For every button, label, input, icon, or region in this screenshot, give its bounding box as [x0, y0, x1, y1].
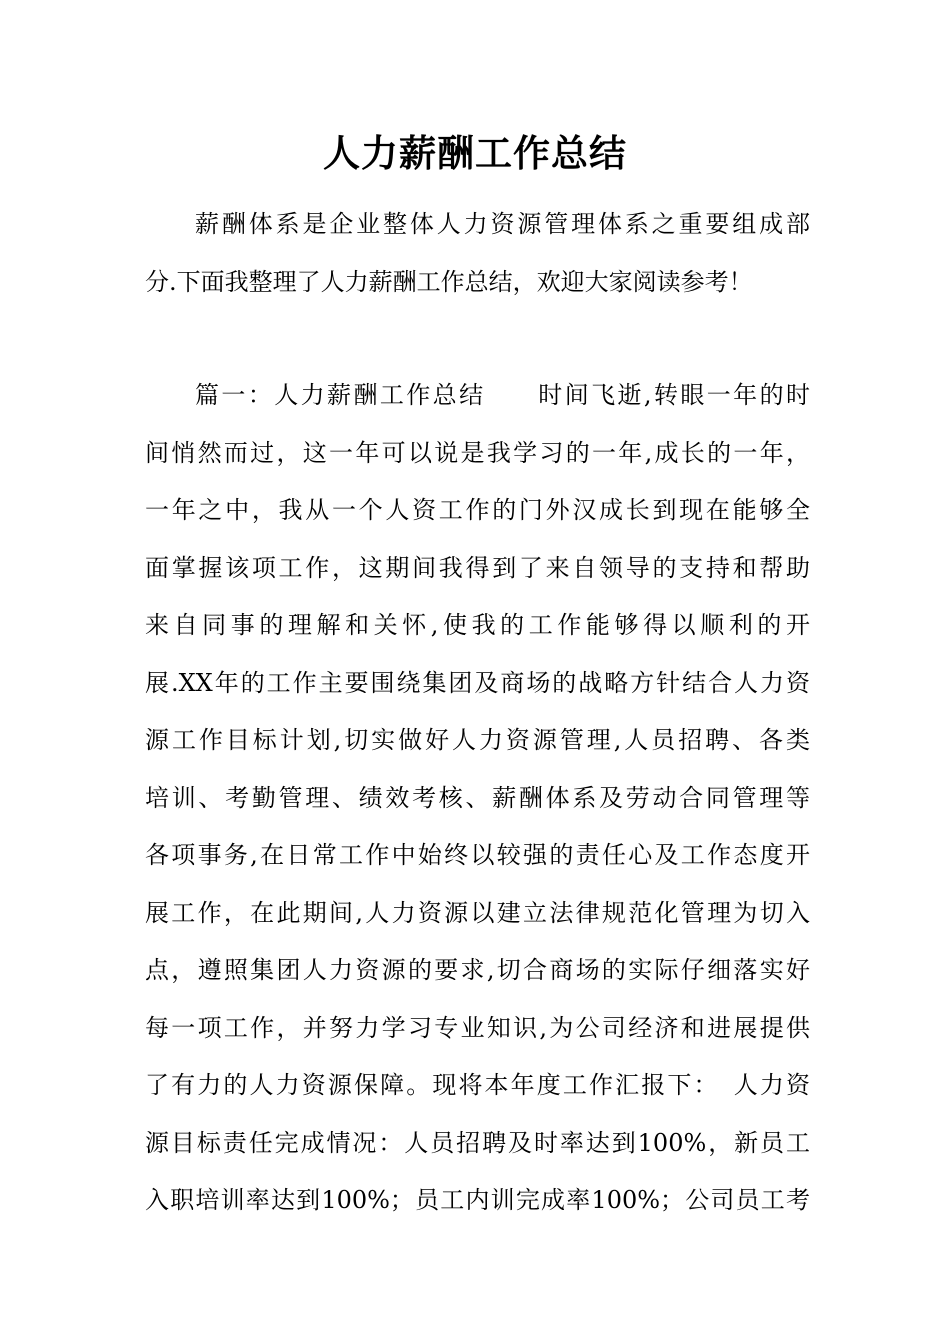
body-line: 篇一：人力薪酬工作总结 时间飞逝,转眼一年的时 — [195, 381, 810, 409]
body-line: 培训、考勤管理、绩效考核、薪酬体系及劳动合同管理等 — [145, 783, 810, 812]
intro-line: 薪酬体系是企业整体人力资源管理体系之重要组成部 — [195, 210, 810, 238]
body-line: 一年之中，我从一个人资工作的门外汉成长到现在能够全 — [145, 496, 810, 524]
body-line: 来自同事的理解和关怀,使我的工作能够得以顺利的开 — [145, 611, 810, 639]
body-line: 面掌握该项工作，这期间我得到了来自领导的支持和帮助 — [145, 553, 810, 582]
intro-paragraph — [145, 196, 810, 311]
body-line: 每一项工作，并努力学习专业知识,为公司经济和进展提供 — [145, 1013, 810, 1042]
body-paragraph — [145, 367, 810, 1230]
body-line: 源工作目标计划,切实做好人力资源管理,人员招聘、各类 — [145, 726, 810, 754]
body-line: 入职培训率达到100%；员工内训完成率100%；公司员工考 — [145, 1186, 810, 1214]
body-line: 间悄然而过，这一年可以说是我学习的一年,成长的一年， — [145, 438, 810, 467]
body-line: 展工作，在此期间,人力资源以建立法律规范化管理为切入 — [145, 898, 810, 927]
body-line: 展.XX年的工作主要围绕集团及商场的战略方针结合人力资 — [145, 668, 810, 697]
document-title: 人力薪酬工作总结 — [323, 131, 627, 175]
body-line: 各项事务,在日常工作中始终以较强的责任心及工作态度开 — [145, 841, 810, 869]
body-line: 点，遵照集团人力资源的要求,切合商场的实际仔细落实好 — [145, 956, 810, 984]
intro-line: 分.下面我整理了人力薪酬工作总结，欢迎大家阅读参考！ — [145, 267, 753, 296]
body-line: 源目标责任完成情况：人员招聘及时率达到100%，新员工 — [145, 1128, 810, 1157]
body-line: 了有力的人力资源保障。现将本年度工作汇报下： 人力资 — [145, 1071, 810, 1099]
